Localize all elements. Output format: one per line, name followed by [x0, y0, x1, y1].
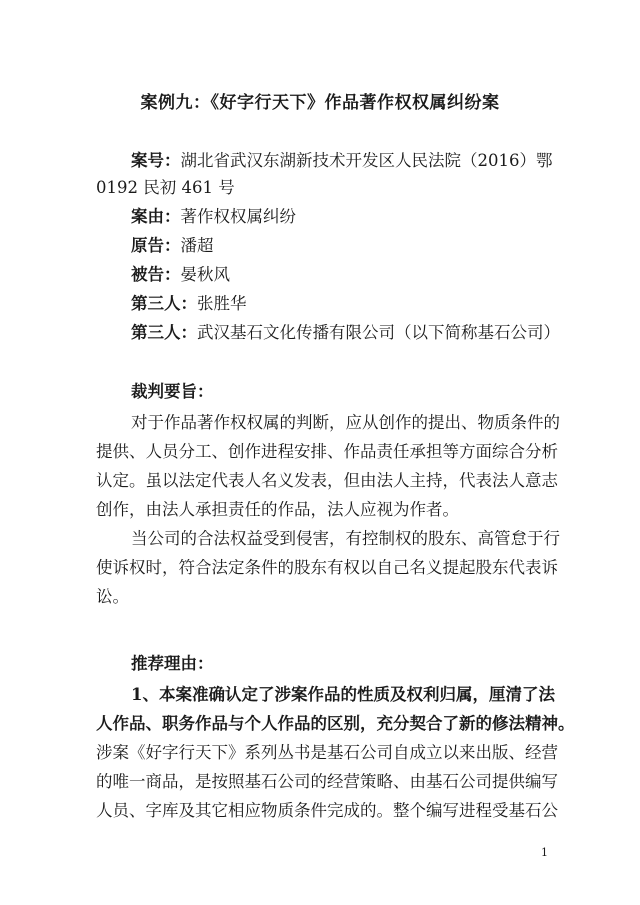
reasons-bold-line: 人作品、职务作品与个人作品的区别，充分契合了新的修法精神。: [96, 714, 575, 733]
defendant-value: 晏秋风: [180, 265, 230, 284]
page-title: 案例九：《好字行天下》作品著作权权属纠纷案: [140, 93, 500, 113]
case-number-row: [131, 153, 553, 170]
reasons-line: 人员、字库及其它相应物质条件完成的。整个编写进程受基石公: [96, 801, 558, 820]
third-party-1-label: 第三人：: [131, 294, 197, 313]
third-party-1-value: 张胜华: [197, 294, 247, 313]
judgment-line: 对于作品著作权权属的判断，应从创作的提出、物质条件的: [131, 413, 560, 432]
defendant-row: [131, 267, 230, 284]
case-cause-value: 著作权权属纠纷: [180, 207, 296, 226]
plaintiff-row: [131, 238, 214, 255]
third-party-2-value: 武汉基石文化传播有限公司（以下简称基石公司）: [197, 323, 560, 342]
reasons-line: 的唯一商品，是按照基石公司的经营策略、由基石公司提供编写: [96, 772, 558, 791]
third-party-2-label: 第三人：: [131, 323, 197, 342]
plaintiff-label: 原告：: [131, 236, 181, 255]
judgment-line: 提供、人员分工、创作进程安排、作品责任承担等方面综合分析: [96, 442, 558, 461]
plaintiff-value: 潘超: [180, 236, 214, 255]
judgment-line: 使诉权时，符合法定条件的股东有权以自己名义提起股东代表诉: [96, 558, 558, 577]
judgment-line: 认定。虽以法定代表人名义发表，但由法人主持，代表法人意志: [96, 471, 558, 490]
case-cause-row: [131, 209, 296, 226]
reasons-line: 涉案《好字行天下》系列丛书是基石公司自成立以来出版、经营: [96, 743, 558, 762]
third-party-2-row: [131, 325, 560, 342]
reasons-heading: 推荐理由：: [131, 654, 214, 673]
judgment-line: 当公司的合法权益受到侵害，有控制权的股东、高管怠于行: [131, 529, 560, 548]
judgment-line: 讼。: [96, 587, 129, 606]
page-number: 1: [541, 846, 548, 859]
reasons-bold-line: 1、本案准确认定了涉案作品的性质及权利归属，厘清了法: [131, 685, 555, 704]
judgment-line: 创作，由法人承担责任的作品，法人应视为作者。: [96, 500, 459, 519]
case-cause-label: 案由：: [131, 207, 181, 226]
case-number-label: 案号：: [131, 151, 181, 170]
judgment-heading: 裁判要旨：: [131, 382, 214, 401]
case-number-value: 湖北省武汉东湖新技术开发区人民法院（2016）鄂: [180, 151, 553, 170]
case-number-continued: 0192 民初 461 号: [96, 178, 235, 197]
defendant-label: 被告：: [131, 265, 181, 284]
third-party-1-row: [131, 296, 247, 313]
